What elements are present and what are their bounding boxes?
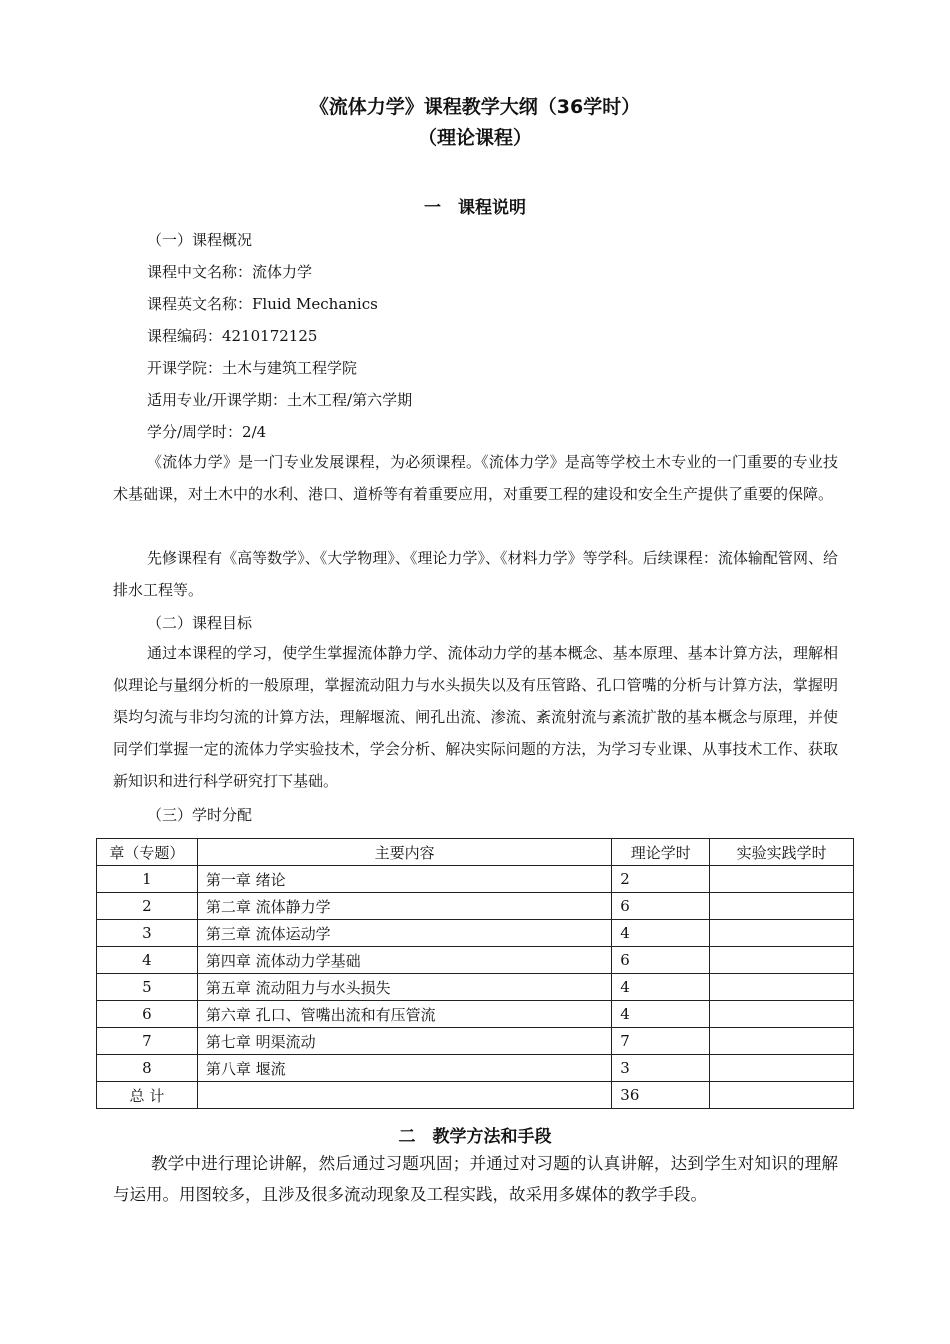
section-heading-course-description: 一 课程说明 bbox=[424, 198, 526, 218]
cell-practice-hours bbox=[710, 920, 854, 947]
cell-theory-hours: 4 bbox=[612, 974, 710, 1001]
cell-practice-hours bbox=[710, 1055, 854, 1082]
cell-total-label: 总 计 bbox=[97, 1082, 198, 1109]
document-title: 《流体力学》课程教学大纲（36学时） bbox=[309, 96, 641, 118]
cell-chapter: 8 bbox=[97, 1055, 198, 1082]
cell-total-theory-hours: 36 bbox=[612, 1082, 710, 1109]
cell-theory-hours: 4 bbox=[612, 1001, 710, 1028]
paragraph-objectives: 通过本课程的学习，使学生掌握流体静力学、流体动力学的基本概念、基本原理、基本计算方法，理解相似理论与量纲分析的一般原理，掌握流动阻力与水头损失以及有压管路、孔口管嘴的分析与计算方法，掌握明渠均匀流与非均匀流的计算方法，理解堰流、闸孔出流、渗流、紊流射流与紊流扩散的基本概念与原理，并使同学们掌握一定的流体力学实验技术，学会分析、解决实际问题的方法，为学习专业课、从事技术工作、获取新知识和进行科学研究打下基础。 bbox=[113, 644, 838, 790]
hours-allocation-table bbox=[96, 838, 854, 1109]
paragraph-course-intro: 《流体力学》是一门专业发展课程，为必须课程。《流体力学》是高等学校土木专业的一门重要的专业技术基础课，对土木中的水利、港口、道桥等有着重要应用，对重要工程的建设和安全生产提供了重要的保障。 bbox=[113, 453, 838, 503]
table-header-row bbox=[97, 839, 854, 866]
cell-practice-hours bbox=[710, 1001, 854, 1028]
table-row bbox=[97, 947, 854, 974]
table-row bbox=[97, 1055, 854, 1082]
cell-theory-hours: 6 bbox=[612, 893, 710, 920]
header-theory-hours: 理论学时 bbox=[612, 839, 710, 866]
table-row bbox=[97, 974, 854, 1001]
cell-theory-hours: 4 bbox=[612, 920, 710, 947]
table-row bbox=[97, 1001, 854, 1028]
cell-chapter: 2 bbox=[97, 893, 198, 920]
header-content: 主要内容 bbox=[197, 839, 611, 866]
field-english-name: 课程英文名称：Fluid Mechanics bbox=[147, 295, 378, 313]
cell-practice-hours bbox=[710, 947, 854, 974]
cell-chapter: 4 bbox=[97, 947, 198, 974]
subheading-hours-allocation: （三）学时分配 bbox=[147, 806, 253, 824]
document-subtitle: （理论课程） bbox=[417, 127, 532, 149]
cell-theory-hours: 2 bbox=[612, 866, 710, 893]
cell-chapter: 1 bbox=[97, 866, 198, 893]
subheading-overview: （一）课程概况 bbox=[147, 231, 253, 249]
cell-practice-hours bbox=[710, 1082, 854, 1109]
table-row bbox=[97, 920, 854, 947]
cell-theory-hours: 3 bbox=[612, 1055, 710, 1082]
cell-content: 第八章 堰流 bbox=[197, 1055, 611, 1082]
cell-chapter: 6 bbox=[97, 1001, 198, 1028]
header-chapter: 章（专题） bbox=[97, 839, 198, 866]
cell-content: 第四章 流体动力学基础 bbox=[197, 947, 611, 974]
field-course-code: 课程编码：4210172125 bbox=[147, 327, 318, 345]
table-row bbox=[97, 1028, 854, 1055]
cell-content: 第三章 流体运动学 bbox=[197, 920, 611, 947]
cell-practice-hours bbox=[710, 1028, 854, 1055]
cell-practice-hours bbox=[710, 866, 854, 893]
paragraph-teaching-methods: 教学中进行理论讲解，然后通过习题巩固；并通过对习题的认真讲解，达到学生对知识的理解与运用。用图较多，且涉及很多流动现象及工程实践，故采用多媒体的教学手段。 bbox=[113, 1154, 838, 1204]
table-row bbox=[97, 866, 854, 893]
cell-theory-hours: 6 bbox=[612, 947, 710, 974]
field-credits-hours: 学分/周学时：2/4 bbox=[147, 423, 267, 441]
cell-content: 第一章 绪论 bbox=[197, 866, 611, 893]
cell-chapter: 3 bbox=[97, 920, 198, 947]
subheading-objectives: （二）课程目标 bbox=[147, 614, 253, 632]
cell-content: 第七章 明渠流动 bbox=[197, 1028, 611, 1055]
cell-practice-hours bbox=[710, 893, 854, 920]
cell-content: 第二章 流体静力学 bbox=[197, 893, 611, 920]
field-college: 开课学院：土木与建筑工程学院 bbox=[147, 359, 358, 377]
field-major-semester: 适用专业/开课学期：土木工程/第六学期 bbox=[147, 391, 413, 409]
field-chinese-name: 课程中文名称：流体力学 bbox=[147, 263, 313, 281]
table-total-row bbox=[97, 1082, 854, 1109]
cell-content: 第五章 流动阻力与水头损失 bbox=[197, 974, 611, 1001]
cell-chapter: 5 bbox=[97, 974, 198, 1001]
cell-practice-hours bbox=[710, 974, 854, 1001]
paragraph-prerequisites: 先修课程有《高等数学》、《大学物理》、《理论力学》、《材料力学》等学科。后续课程：流体输配管网、给排水工程等。 bbox=[113, 549, 838, 599]
cell-content: 第六章 孔口、管嘴出流和有压管流 bbox=[197, 1001, 611, 1028]
table-row bbox=[97, 893, 854, 920]
cell-content bbox=[197, 1082, 611, 1109]
header-practice-hours: 实验实践学时 bbox=[710, 839, 854, 866]
section-heading-teaching-methods: 二 教学方法和手段 bbox=[398, 1127, 552, 1147]
cell-chapter: 7 bbox=[97, 1028, 198, 1055]
cell-theory-hours: 7 bbox=[612, 1028, 710, 1055]
